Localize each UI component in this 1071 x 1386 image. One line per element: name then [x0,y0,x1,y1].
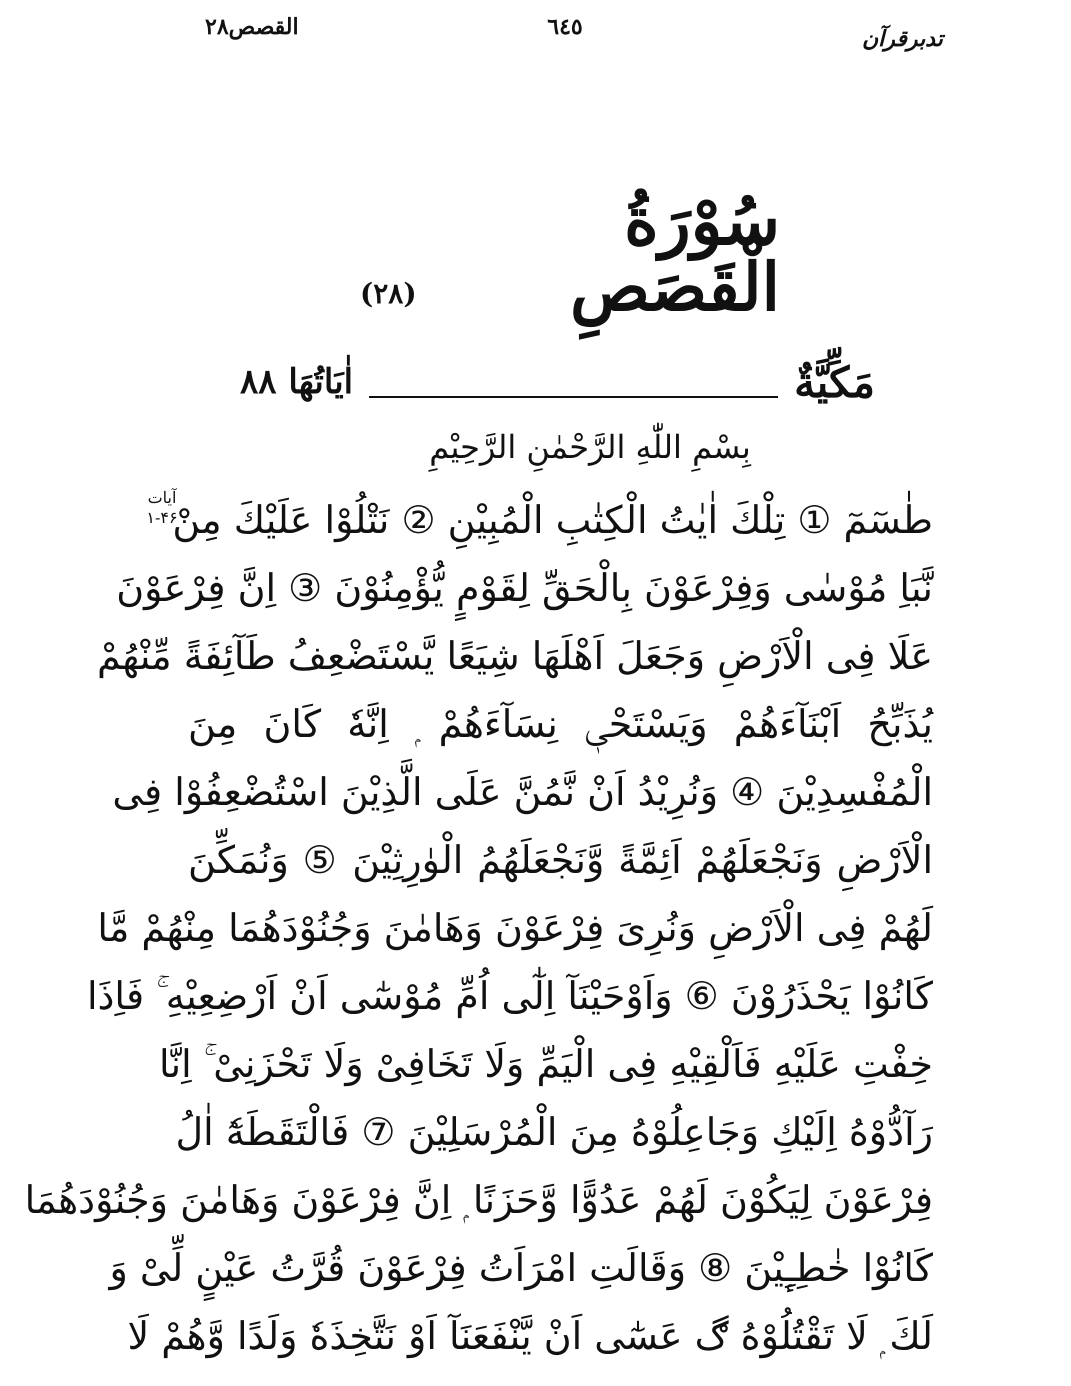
verse-line: الْاَرْضِ وَنَجْعَلَهُمْ اَئِمَّةً وَّنَجْعَلَهُمُ الْوٰرِثِيْنَ ⑤ وَنُمَكِّنَ [188,838,933,882]
page-number: ٦٤٥ [547,14,583,40]
verse-line: كَانُوْا يَحْذَرُوْنَ ⑥ وَاَوْحَيْنَآ اِلٰٓى اُمِّ مُوْسٰٓى اَنْ اَرْضِعِيْهِ ۚ فَاِذَا [86,974,933,1018]
margin-note-label: آيات [147,488,177,507]
verse-line: فِرْعَوْنَ لِيَكُوْنَ لَهُمْ عَدُوًّا وَّحَزَنًا ۭ اِنَّ فِرْعَوْنَ وَهَامٰنَ وَجُنُوْدَهُمَا [24,1178,933,1222]
verse-line: يُذَبِّحُ اَبْنَآءَهُمْ وَيَسْتَحْىٖ نِسَآءَهُمْ ۭ اِنَّهٗ كَانَ مِنَ [188,702,933,746]
revelation-type: مَكِّيَّةٌ [794,357,875,407]
verse-line: لَهُمْ فِى الْاَرْضِ وَنُرِىَ فِرْعَوْنَ وَهَامٰنَ وَجُنُوْدَهُمَا مِنْهُمْ مَّا [97,906,933,950]
surah-number: (۲۸) [360,277,417,310]
verse-line: الْمُفْسِدِيْنَ ④ وَنُرِيْدُ اَنْ نَّمُنَّ عَلَى الَّذِيْنَ اسْتُضْعِفُوْا فِى [112,770,933,814]
verse-line: كَانُوْا خٰطِـِٕيْنَ ⑧ وَقَالَتِ امْرَاَتُ فِرْعَوْنَ قُرَّتُ عَيْنٍ لِّىْ وَ [109,1246,933,1290]
verse-count: اٰيَاتُهَا ۸۸ [240,362,354,402]
running-header [0,14,1071,54]
verse-line: لَكَ ۭ لَا تَقْتُلُوْهُ ڰ عَسٰٓى اَنْ يَّنْفَعَنَآ اَوْ نَتَّخِذَهٗ وَلَدًا وَّهُمْ لَا [127,1314,933,1358]
divider-rule [369,376,778,398]
surah-title: سُوْرَةُ الْقَصَصِ [570,182,780,326]
margin-note-range: ۱-۴۶ [146,508,178,527]
basmala: بِسْمِ اللّٰهِ الرَّحْمٰنِ الرَّحِيْمِ [429,428,751,466]
verse-line: نَّبَاِ مُوْسٰى وَفِرْعَوْنَ بِالْحَقِّ لِقَوْمٍ يُّؤْمِنُوْنَ ③ اِنَّ فِرْعَوْنَ [116,566,933,610]
verse-line: رَآدُّوْهُ اِلَيْكِ وَجَاعِلُوْهُ مِنَ الْمُرْسَلِيْنَ ⑦ فَالْتَقَطَهٗٓ اٰلُ [175,1110,933,1154]
surah-meta-row [240,352,875,412]
verse-line: عَلَا فِى الْاَرْضِ وَجَعَلَ اَهْلَهَا شِيَعًا يَّسْتَضْعِفُ طَآئِفَةً مِّنْهُمْ [97,634,933,678]
header-book-title: تدبرقرآن [862,26,943,52]
surah-heading [360,182,780,326]
verse-line: خِفْتِ عَلَيْهِ فَاَلْقِيْهِ فِى الْيَمِّ وَلَا تَخَافِىْ وَلَا تَحْزَنِىْ ۚ اِنَّا [158,1042,933,1086]
verse-line: طٰسٓمٓ ① تِلْكَ اٰيٰتُ الْكِتٰبِ الْمُبِيْنِ ② نَتْلُوْا عَلَيْكَ مِنْ [172,498,933,542]
header-surah-reference: القصص۲۸ [205,14,299,40]
